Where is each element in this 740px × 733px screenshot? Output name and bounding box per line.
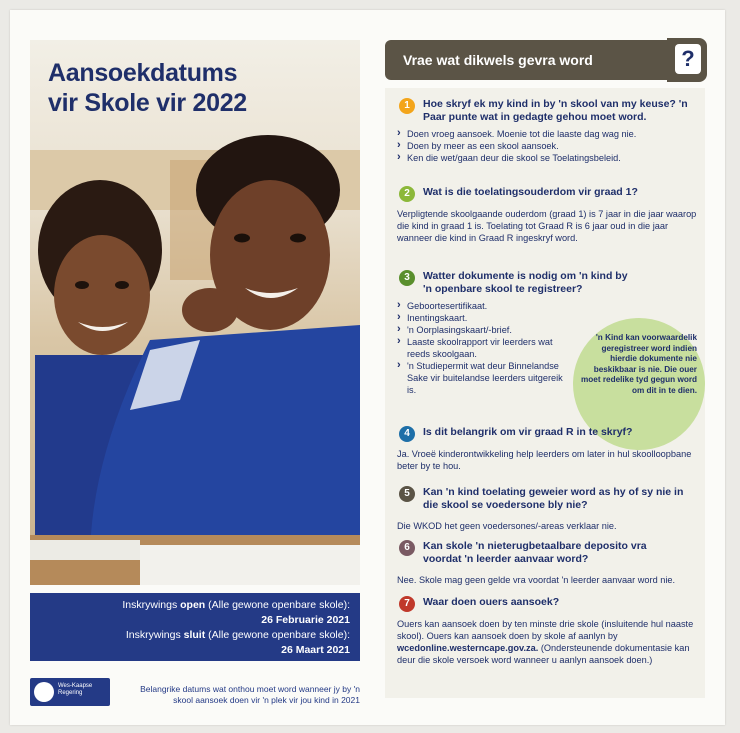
faq-answer-2: Verpligtende skoolgaande ouderdom (graad 1) is 7 jaar in die jaar waarop die kind in graad 1 is. Toelating tot Graad R is 6 jaar oud in die jaar wanneer die kind in Graad R ingeskryf word. [397,209,697,243]
faq-question-5: Kan 'n kind toelating geweier word as hy of sy nie in die skool se voedersone bly nie? [423,486,684,511]
faq-1-bullet: › Ken die wet/gaan deur die skool se Toelatingsbeleid. [397,152,697,164]
left-footer [30,678,360,712]
faq-3-bullet: › 'n Oorplasingskaart/-brief. [397,324,567,336]
faq-3-bullet: › 'n Studiepermit wat deur Binnelandse Sake vir buitelandse leerders uitgereik is. [397,360,567,396]
close-suffix: (Alle gewone openbare skole): [205,629,350,641]
faq-answer-6: Nee. Skole mag geen gelde vra voordat 'n leerder aanvaar word nie. [397,575,676,585]
open-prefix: Inskrywings [122,599,181,611]
faq-1-bullet: › Doen by meer as een skool aansoek. [397,140,697,152]
faq-7-text-a: Ouers kan aansoek doen by ten minste drie skole (insluitende hul naaste skool). Ouers kan aansoek doen by skole af aanlyn by [397,619,694,641]
title-line-2: vir Skole vir 2022 [48,89,247,117]
faq-3-bullet: › Inentingskaart. [397,312,567,324]
coat-of-arms-icon [34,682,54,702]
brochure-page [10,10,725,725]
faq-number-2: 2 [399,186,415,202]
faq-answer-4: Ja. Vroeë kinderontwikkeling help leerders om later in hul skoolloopbane beter by te hou. [397,449,692,471]
faq-3-bullet: › Geboortesertifikaat. [397,300,567,312]
faq-number-6: 6 [399,540,415,556]
registration-dates-box [30,593,360,661]
faq-7-text-b: (Ondersteunende dokumentasie kan deur die skole versoek word wanneer u aanlyn aansoek doen.) [397,643,690,665]
close-prefix: Inskrywings [125,629,184,641]
open-line [30,598,350,613]
logo-text: Wes-Kaapse Regering [58,683,93,696]
faq-answer-7 [397,618,697,666]
footer-note: Belangrike datums wat onthou moet word wanneer jy by 'n skool aansoek doen vir 'n plek vir jou kind in 2021 [140,684,360,705]
faq-header: Vrae wat dikwels gevra word [385,40,680,80]
faq-answer-3 [397,300,567,396]
apply-online-link[interactable]: wcedonline.westerncape.gov.za. [397,643,539,653]
faq-answer-1 [397,128,697,164]
faq-question-3: Watter dokumente is nodig om 'n kind by 'n openbare skool te registreer? [423,270,628,295]
faq-question-7: Waar doen ouers aansoek? [423,596,560,608]
question-mark-icon [667,38,707,82]
faq-number-4: 4 [399,426,415,442]
faq-answer-5: Die WKOD het geen voedersones/-areas verklaar nie. [397,521,617,531]
faq-number-1: 1 [399,98,415,114]
close-date: 26 Maart 2021 [281,644,350,656]
close-word: sluit [183,629,206,641]
open-date: 26 Februarie 2021 [261,614,350,626]
faq-question-1: Hoe skryf ek my kind in by 'n skool van my keuse? 'n Paar punte wat in gedagte gehou moet word. [423,98,688,123]
faq-number-5: 5 [399,486,415,502]
faq-panel [385,40,705,700]
note-bubble-text: 'n Kind kan voorwaardelik geregistreer word indien hierdie dokumente nie beskikbaar is nie. Die ouer moet redelike tyd gegun word om dit in te dien. [581,333,698,395]
faq-number-7: 7 [399,596,415,612]
title-line-1: Aansoekdatums [48,59,238,87]
question-mark-glyph: ? [675,44,701,74]
left-panel [30,40,360,656]
close-line [30,628,350,643]
open-suffix: (Alle gewone openbare skole): [205,599,350,611]
faq-number-3: 3 [399,270,415,286]
page-title [48,58,247,118]
faq-question-6: Kan skole 'n nieterugbetaalbare deposito vra voordat 'n leerder aanvaar word? [423,540,647,565]
faq-question-4: Is dit belangrik om vir graad R in te skryf? [423,426,633,438]
faq-1-bullet: › Doen vroeg aansoek. Moenie tot die laaste dag wag nie. [397,128,697,140]
children-photo [30,40,360,585]
government-logo [30,678,110,706]
faq-question-2: Wat is die toelatingsouderdom vir graad 1? [423,186,638,198]
faq-3-bullet: › Laaste skoolrapport vir leerders wat reeds skoolgaan. [397,336,567,360]
open-word: open [180,599,206,611]
children-illustration [30,40,360,585]
